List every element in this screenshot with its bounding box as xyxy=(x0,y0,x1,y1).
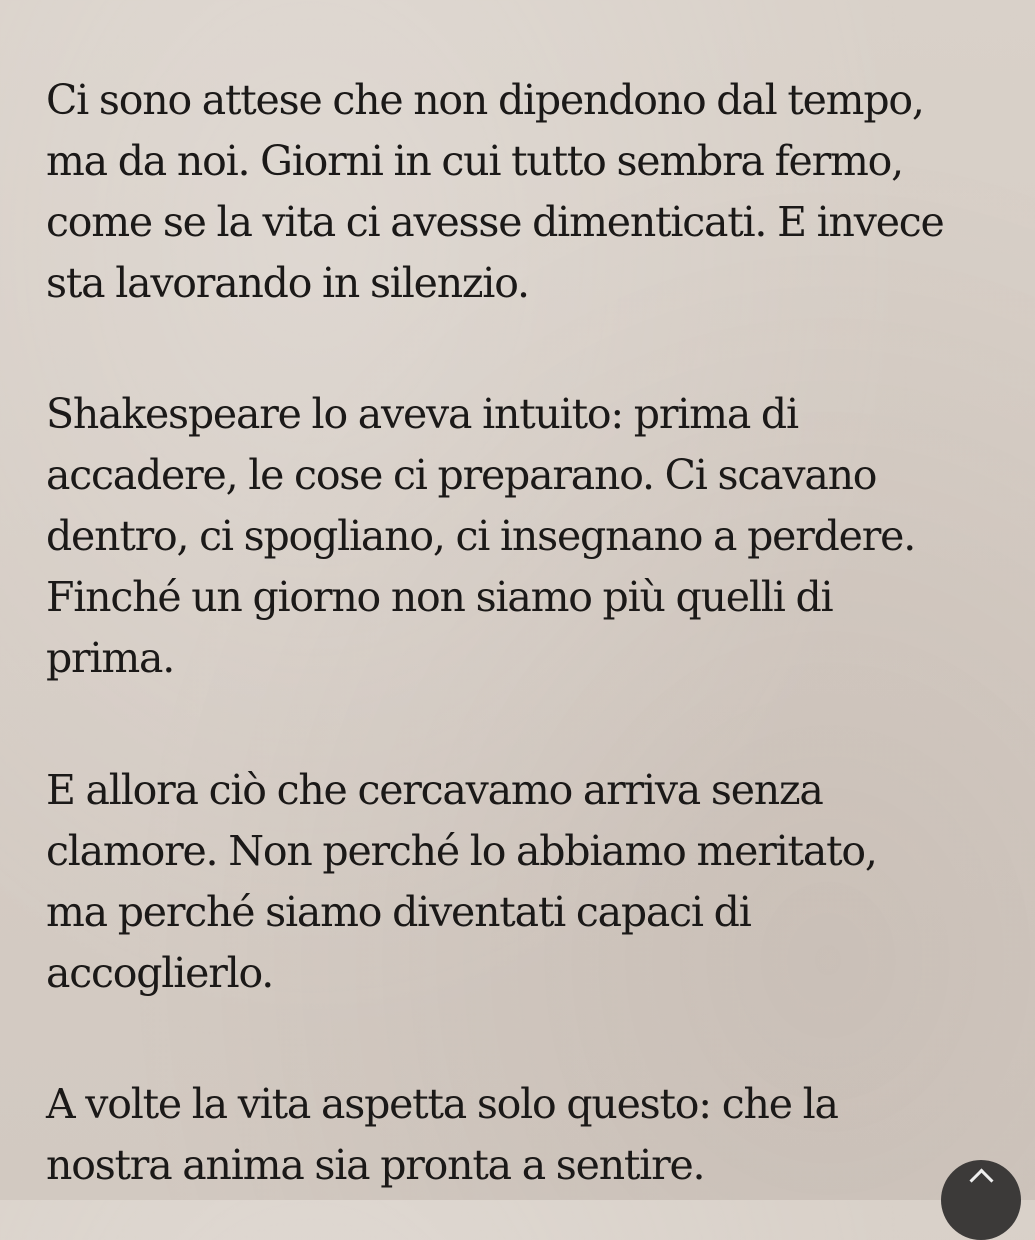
text-line: ma da noi. Giorni in cui tutto sembra fermo, xyxy=(46,137,903,185)
text-line: Ci sono attese che non dipendono dal tempo, xyxy=(46,76,924,124)
chevron-up-icon xyxy=(969,1168,993,1192)
text-line: dentro, ci spogliano, ci insegnano a perdere. xyxy=(46,512,916,560)
text-line: prima. xyxy=(46,634,175,682)
paragraph-1 xyxy=(46,70,944,314)
text-line: E allora ciò che cercavamo arriva senza xyxy=(46,766,823,814)
text-line: Finché un giorno non siamo più quelli di xyxy=(46,573,833,621)
scroll-up-button[interactable] xyxy=(941,1160,1021,1240)
text-line: accadere, le cose ci preparano. Ci scavano xyxy=(46,451,877,499)
paragraph-2 xyxy=(46,384,915,689)
text-line: clamore. Non perché lo abbiamo meritato, xyxy=(46,827,877,875)
text-line: ma perché siamo diventati capaci di xyxy=(46,888,751,936)
text-line: accoglierlo. xyxy=(46,949,274,997)
paragraph-4 xyxy=(46,1074,838,1196)
text-line: sta lavorando in silenzio. xyxy=(46,259,529,307)
text-line: Shakespeare lo aveva intuito: prima di xyxy=(46,390,798,438)
text-line: A volte la vita aspetta solo questo: che la xyxy=(46,1080,838,1128)
paragraph-3 xyxy=(46,760,877,1004)
text-line: come se la vita ci avesse dimenticati. E invece xyxy=(46,198,944,246)
text-line: nostra anima sia pronta a sentire. xyxy=(46,1141,705,1189)
